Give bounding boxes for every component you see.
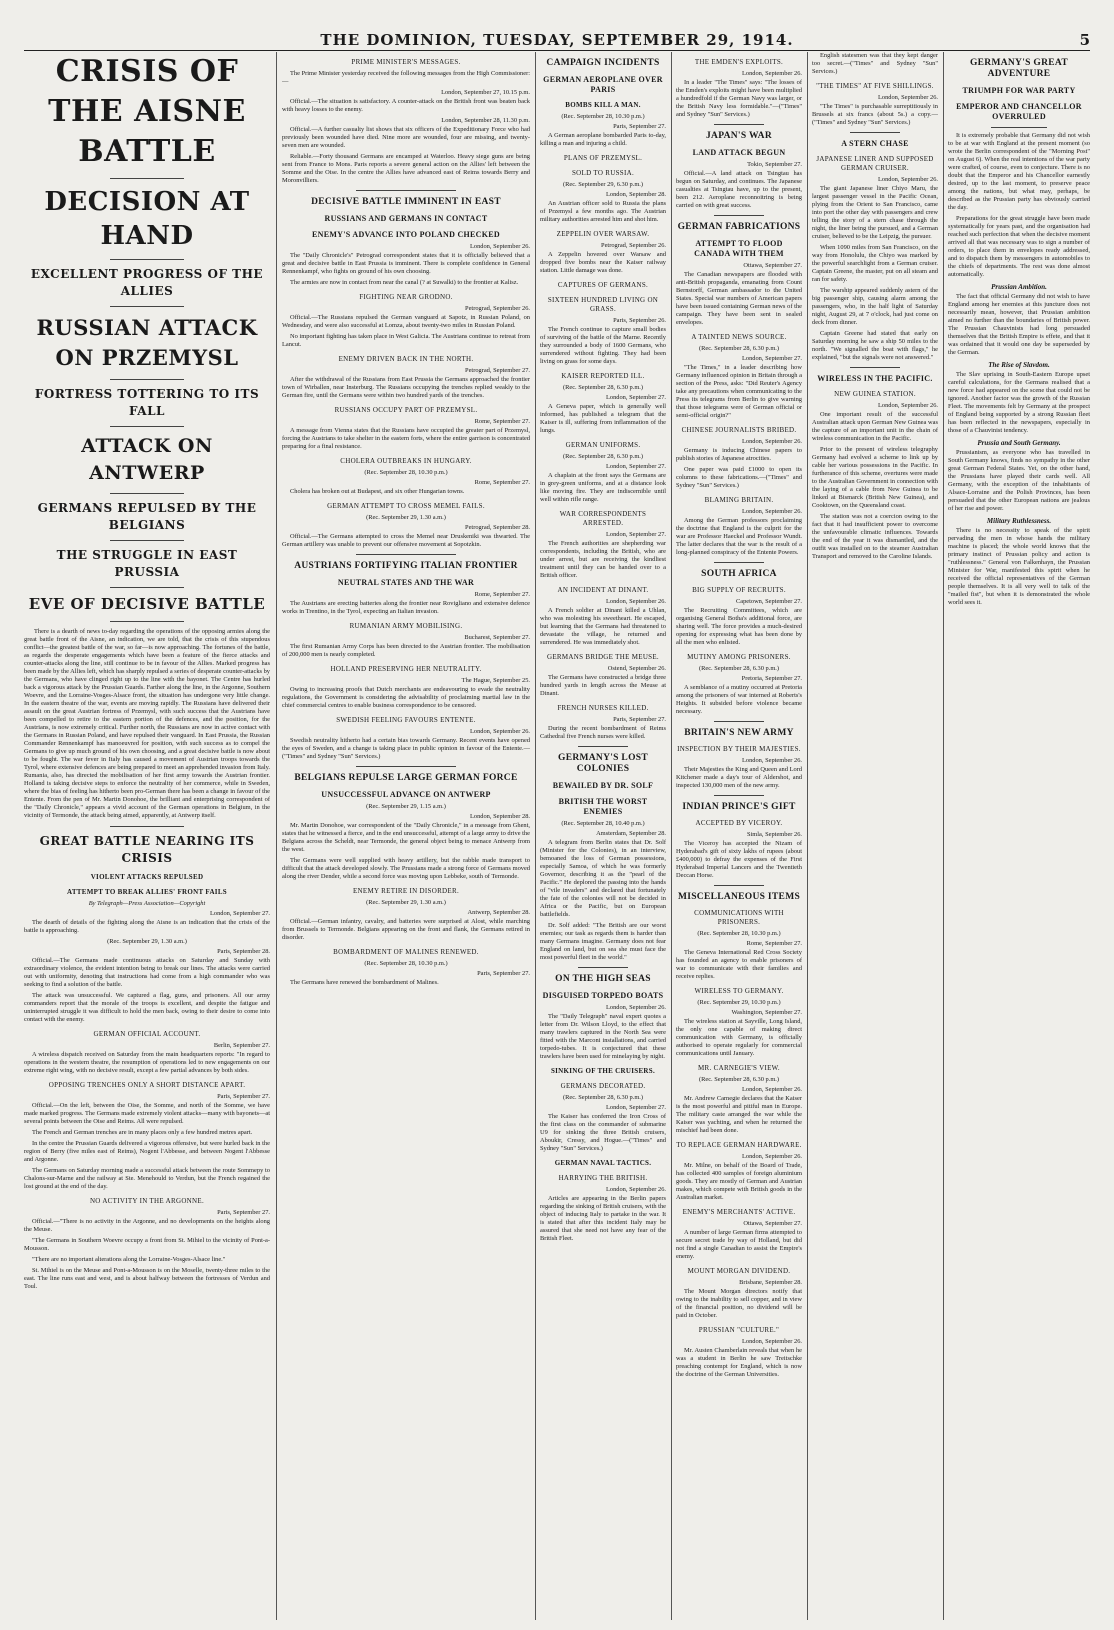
dateline: Paris, September 26. [613, 317, 666, 324]
section-heading: BOMBARDMENT OF MALINES RENEWED. [333, 948, 479, 956]
section-heading: ZEPPELIN OVER WARSAW. [556, 230, 650, 238]
paragraph: The Kaiser has conferred the Iron Cross of the first class on the commander of submarine U9 for sinking the three British cruisers, Aboukir, Cressy, and Hogue.—("Times" and Sydney "Sun" Services.) [540, 1113, 666, 1152]
dateline: London, September 27. [606, 463, 666, 470]
section-heading: ENEMY'S MERCHANTS' ACTIVE. [682, 1208, 796, 1216]
section-heading: FIGHTING NEAR GRODNO. [359, 293, 453, 301]
divider [110, 621, 184, 622]
divider [714, 721, 764, 722]
column-6 [948, 52, 1090, 1620]
paragraph: A semblance of a mutiny occurred at Pretoria among the prisoners of war interned at Roberts's Heights. It subsided before violence became necessary. [676, 684, 802, 715]
paragraph: A chaplain at the front says the Germans are in grey-green uniforms, and at a distance look like moving fire. They are indiscernible until well within rifle range. [540, 472, 666, 503]
section-heading: HARRYING THE BRITISH. [558, 1174, 648, 1182]
subheadline: DISGUISED TORPEDO BOATS [542, 991, 664, 1000]
masthead [24, 30, 1090, 51]
paragraph: Official.—The situation is satisfactory. A counter-attack on the British front was beaten back with heavy losses to the enemy. [282, 98, 530, 113]
section-heading: CAPTURES OF GERMANS. [557, 281, 649, 289]
headline: CAMPAIGN INCIDENTS [546, 58, 660, 68]
divider [578, 746, 628, 747]
divider [714, 562, 764, 563]
paragraph: Among the German professors proclaiming the doctrine that England is the culprit for the war are Professor Haeckel and Professor Wundt. The latter declares that the war is the result of a long-planned conspiracy of the Entente Powers. [676, 517, 802, 556]
paragraph: The station was not a coercion owing to the fact that it had insufficient power to overcome the unfavourable climatic influences. Towards the end of the year it was dismantled, and the outfit was installed on to the steamer Australian Transport and removed to the Caroline Islands. [812, 513, 938, 560]
section-heading: GERMAN UNIFORMS. [565, 441, 641, 449]
dateline: Petrograd, September 27. [465, 367, 530, 374]
paragraph: There is no necessity to speak of the spirit pervading the men in whose hands the military machine is placed; the whole world knows that the primary instinct of Prussian policy and action is "ruthlessness." General von Falkenhayn, the Prussian Minister for War, manifested this spirit when he received the official representatives of the German people themselves. It is all very well to talk of the "mailed fist", but when it is demonstrated the whole world sees it. [948, 527, 1090, 606]
paragraph: After the withdrawal of the Russians from East Prussia the Germans approached the frontier town of Wirballen, near Insterburg. The Russians occupying the trenches replied weakly to the German fire, until the Germans were within two hundred yards of the trenches. [282, 376, 530, 399]
paragraph: Official.—The Germans attempted to cross the Memel near Druskeniki was thwarted. The German artillery was unable to prevent our offensive movement at Sopotzkin. [282, 533, 530, 548]
paragraph: Prussianism, as everyone who has travelled in South Germany knows, finds no sympathy in the other great German Federal States. Yet, on the other hand, the Prussians have played their cards well. All Germany, with the exception of the inhabitants of Alsace-Lorraine and the Polish Provinces, has been persuaded that the other European nations are jealous of her rise and power. [948, 449, 1090, 512]
paragraph: The wireless station at Sayville, Long Island, the only one capable of making direct communication with Germany, is officially authorised to operate regularly for commercial communications until January. [676, 1018, 802, 1057]
paragraph: A wireless dispatch received on Saturday from the main headquarters reports: "In regard to operations in the western theatre, the resumption of operations led to new engagements on our extreme right wing, with no decisive result, except a few partial advances by both sides. [24, 1051, 270, 1074]
dateline: Pretoria, September 27. [741, 675, 802, 682]
paragraph: A telegram from Berlin states that Dr. Solf (Minister for the Colonies), in an interview, bemoaned the loss of German possessions, especially Samoa, of which he was formerly Governor, describing it as the "pearl of the Pacific." He deplored the passing into the hands of "vile invaders" and declared that fortunately the fate of the colonies will not be decided in Africa or the Pacific, but on European battlefields. [540, 839, 666, 918]
section-heading: HOLLAND PRESERVING HER NEUTRALITY. [330, 665, 482, 673]
subheadline: ENEMY'S ADVANCE INTO POLAND CHECKED [311, 230, 500, 239]
section-heading: NO ACTIVITY IN THE ARGONNE. [89, 1197, 205, 1205]
paragraph: English statesmen was that they kept danger too secret.—("Times" and Sydney "Sun" Services.) [812, 52, 938, 75]
divider [110, 826, 184, 827]
dateline: Petrograd, September 26. [601, 242, 666, 249]
headline: JAPAN'S WAR [705, 131, 773, 141]
paragraph: Mr. Milne, on behalf of the Board of Trade, has collected 400 samples of foreign aluminium goods. They are mostly of German and Austrian makes, which compete with British goods in the Australian market. [676, 1162, 802, 1201]
paragraph: Official.—The Russians repulsed the German vanguard at Sapotz, in Russian Poland, on Wednesday, and were also successful at Lomza, about twenty-two miles in Russian Poland. [282, 314, 530, 329]
paragraph: The Viceroy has accepted the Nizam of Hyderabad's gift of sixty lakhs of rupees (about £400,000) to defray the expenses of the First Hyderabad Imperial Lancers and the Twentieth Deccan Horse. [676, 840, 802, 879]
section-heading: "THE TIMES" AT FIVE SHILLINGS. [816, 82, 934, 90]
paragraph: The Recruiting Committees, which are organising General Botha's additional force, are sharing well. The force provides a much-desired opening for expressing what has been done by all the men who enlisted. [676, 607, 802, 646]
dateline: Ottawa, September 27. [743, 1220, 802, 1227]
headline-progress: EXCELLENT PROGRESS OF THE ALLIES [30, 267, 264, 298]
subheadline: NEW GUINEA STATION. [834, 390, 916, 398]
dateline: London, September 26. [606, 1004, 666, 1011]
paragraph: In a leader "The Times" says: "The losses of the Emden's exploits might have been multiplied a hundredfold if the German Navy was larger, or the British Navy less formidable."—("Times" and Sydney "Sun" Services.) [676, 79, 802, 118]
paragraph: Official.—The Germans made continuous attacks on Saturday and Sunday with extraordinary violence, the evident intention being to break our lines. The attacks were carried out with uniformity, denoting that instructions had come from a high commander who was seeking to find a solution of the battle. [24, 957, 270, 988]
divider [110, 587, 184, 588]
dateline: Rome, September 27. [474, 418, 530, 425]
dateline: Rome, September 27. [474, 591, 530, 598]
subheadline: RUSSIANS AND GERMANS IN CONTACT [324, 214, 488, 223]
divider [714, 795, 764, 796]
headline-belgians: GERMANS REPULSED BY THE BELGIANS [37, 501, 257, 532]
paragraph: St. Mihiel is on the Meuse and Pont-a-Mousson is on the Moselle, twenty-three miles to the east. The line runs east and west, and is about halfway between the fortresses of Verdun and Toul. [24, 1267, 270, 1290]
section-heading: SINKING OF THE CRUISERS. [550, 1067, 656, 1075]
section-heading: SIXTEEN HUNDRED LIVING ON GRASS. [547, 296, 659, 313]
received-line: (Rec. September 28, 10.30 p.m.) [561, 113, 645, 120]
dateline: London, September 28. [606, 191, 666, 198]
section-heading: RUMANIAN ARMY MOBILISING. [349, 622, 463, 630]
dateline: London, September 26. [742, 1086, 802, 1093]
dateline: Tokio, September 27. [747, 161, 802, 168]
subhead: Prussia and South Germany. [977, 439, 1061, 447]
section-heading: MR. CARNEGIE'S VIEW. [698, 1064, 780, 1072]
headline-crisis: CRISIS OF THE AISNE BATTLE [48, 54, 246, 169]
headline-przemysl: RUSSIAN ATTACK ON PRZEMYSL [36, 315, 258, 370]
dateline: London, September 26. [606, 598, 666, 605]
subheadline: JAPANESE LINER AND SUPPOSED GERMAN CRUISER. [816, 155, 934, 172]
subheadline: NEUTRAL STATES AND THE WAR [337, 578, 475, 587]
section-heading: COMMUNICATIONS WITH PRISONERS. [694, 909, 784, 926]
divider [110, 426, 184, 427]
headline: GERMANY'S GREAT ADVENTURE [969, 58, 1068, 79]
subhead: Prussian Ambition. [991, 283, 1047, 291]
dateline: London, September 26. [742, 757, 802, 764]
dateline: Amsterdam, September 28. [596, 830, 666, 837]
paragraph: The attack was unsuccessful. We captured a flag, guns, and prisoners. All our army commanders report that the morale of the troops is excellent, and despite the fatigue and uninterrupted struggle it was difficult to hold the men back, owing to their desire to come into contact with the enemy. [24, 992, 270, 1023]
paragraph: "The Times," in a leader describing how Germany influenced opinion in Britain through a section of the Press, asks: "Did Reuter's Agency take any precautions when communicating to the Press its telegrams from Berlin to give warning that those telegrams were of German official or semi-official origin?" [676, 364, 802, 419]
dateline: London, September 26. [742, 1153, 802, 1160]
headline: MISCELLANEOUS ITEMS [677, 892, 801, 902]
paragraph: The fact that official Germany did not wish to have England among her enemies at this juncture does not necessarily mean, however, that Prussian ambition aimed no further than the boundaries of British power. The Prussian Chauvinists had long persuaded themselves that the British Empire is effete, and that it was ordained that it would one day be superseded by the German. [948, 293, 1090, 356]
paragraph: The Austrians are erecting batteries along the frontier near Rovigliano and extensive defence works in Trentino, in the Tyrol, expecting an Italian invasion. [282, 600, 530, 615]
section-heading: ENEMY RETIRE IN DISORDER. [352, 887, 459, 895]
headline: ON THE HIGH SEAS [555, 974, 651, 984]
headline: GERMAN FABRICATIONS [677, 222, 801, 232]
dateline: Paris, September 27. [613, 716, 666, 723]
paragraph: One paper was paid £1000 to open its columns to these fabrications.—("Times" and Sydney "Sun" Services.) [676, 466, 802, 489]
paragraph: "The Times" is purchasable surreptitiously in Brussels at six francs (about 5s.) a copy.—("Times" and Sydney "Sun" Services.) [812, 103, 938, 126]
divider [110, 493, 184, 494]
paragraph: The French continue to capture small bodies of surviving of the battle of the Marne. Recently they surrounded a body of 1600 Germans, who surrendered without fighting. They had been living on grass for some days. [540, 326, 666, 365]
headline: DECISIVE BATTLE IMMINENT IN EAST [311, 197, 501, 207]
dateline: Paris, September 28. [217, 948, 270, 955]
column-rule [535, 52, 536, 1620]
headline: BELGIANS REPULSE LARGE GERMAN FORCE [294, 773, 518, 783]
section-heading: THE EMDEN'S EXPLOITS. [694, 58, 784, 66]
paragraph: Germany is inducing Chinese papers to publish stories of Japanese atrocities. [676, 447, 802, 462]
column-rule [671, 52, 672, 1620]
headline: GERMANY'S LOST COLONIES [558, 753, 648, 774]
paragraph: The French and German trenches are in many places only a few hundred metres apart. [32, 1129, 253, 1136]
divider [714, 885, 764, 886]
dateline: London, September 27, 10.15 p.m. [441, 89, 530, 96]
section-heading: WAR CORRESPONDENTS ARRESTED. [559, 510, 647, 527]
section-heading: WIRELESS TO GERMANY. [694, 987, 784, 995]
section-heading: FRENCH NURSES KILLED. [557, 704, 649, 712]
column-rule [943, 52, 944, 1620]
headline: SOUTH AFRICA [701, 569, 777, 579]
paragraph: The Mount Morgan directors notify that owing to the inability to sell copper, and in view of the financial position, no dividend will be paid in October. [676, 1288, 802, 1319]
column-5 [812, 52, 938, 1620]
divider [110, 540, 184, 541]
dateline: Paris, September 27. [477, 970, 530, 977]
column-4 [676, 52, 802, 1620]
paragraph: A message from Vienna states that the Russians have occupied the greater part of Przemysl, forcing the Austrians to take shelter in the eastern forts, where the entire garrison is concentrated preparing for a final resistance. [282, 427, 530, 450]
paragraph: Captain Greene had stated that early on Saturday morning he saw a ship 50 miles to the north. "We signalled the boat with flags," he explained, "but the signals were not answered." [812, 330, 938, 361]
dateline: London, September 26. [878, 402, 938, 409]
section-heading: A TAINTED NEWS SOURCE. [691, 333, 787, 341]
paragraph: "The Germans in Southern Woevre occupy a front from St. Mihiel to the vicinity of Pont-a-Mousson. [24, 1237, 270, 1252]
paragraph: The "Daily Telegraph" naval expert quotes a letter from Dr. Wilson Lloyd, to the effect that many trawlers captured in the North Sea were fitted with the Marconi installations, and carried torpedo-tubes. It is conjectured that these trawlers have been used for minelaying by night. [540, 1013, 666, 1060]
headline-eve: EVE OF DECISIVE BATTLE [28, 595, 266, 613]
section-heading: PLANS OF PRZEMYSL. [563, 154, 643, 162]
section-heading: CHOLERA OUTBREAKS IN HUNGARY. [340, 457, 472, 465]
paragraph: The giant Japanese liner Chiyo Maru, the largest passenger vessel in the Pacific Ocean, plying from the Orient to San Francisco, came into port the other day with passengers and crew telling the story of a stern chase through the night, the liner being the pursued, and a German cruiser, believed to be the Leipzig, the pursuer. [812, 185, 938, 240]
paragraph: Owing to increasing proofs that Dutch merchants are endeavouring to evade the neutrality regulations, the Government is considering the advisability of proclaiming martial law in the chief commercial centres to enable business correspondence to be censored. [282, 686, 530, 709]
dateline: London, September 26. [878, 94, 938, 101]
paragraph: The Canadian newspapers are flooded with anti-British propaganda, emanating from Count Bernstorff, German ambassador to the United States. Special war numbers of American papers have been issued containing German news of the campaign. They have been sent in sealed envelopes. [676, 271, 802, 326]
paragraph: Dr. Solf added: "The British are our worst enemies; our task as regards them is harder than many Germans imagine. Germany does not fear England on land, but on sea she must face the most powerful fleet in the world." [540, 922, 666, 961]
divider [714, 124, 764, 125]
paragraph: Official.—A further casualty list shows that six officers of the Expeditionary Force who had previously been wounded have died. Nine more are wounded, four are missing, and twenty-seven men are wounded. [282, 126, 530, 149]
paragraph: Cholera has broken out at Budapest, and six other Hungarian towns. [290, 488, 465, 495]
headline-fortress: FORTRESS TOTTERING TO ITS FALL [34, 387, 260, 418]
paragraph: The Germans have renewed the bombardment of Malines. [290, 979, 439, 986]
paragraph: Mr. Andrew Carnegie declares that the Kaiser is the most powerful and pitiful man in Europe. The military caste arranged the war while the Kaiser was yachting, and when he returned the mischief had been done. [676, 1095, 802, 1134]
section-heading: GERMANS DECORATED. [560, 1082, 646, 1090]
dateline: Capetown, September 27. [735, 598, 802, 605]
section-heading: RUSSIANS OCCUPY PART OF PRZEMYSL. [334, 406, 478, 414]
section-heading: GERMAN OFFICIAL ACCOUNT. [93, 1030, 201, 1038]
paragraph: Mr. Austen Chamberlain reveals that when he was a student in Berlin he saw Treitschke preaching contempt for England, which is now the doctrine of the German Universities. [676, 1347, 802, 1378]
received-line: (Rec. September 28, 6.30 p.m.) [698, 665, 780, 672]
received-line: (Rec. September 28, 6.30 p.m.) [698, 1076, 780, 1083]
paragraph: Preparations for the great struggle have been made systematically for years past, and the organisation had reached such perfection that when the decisive moment arrived all that was necessary was to sign a number of orders, to place them in envelopes ready addressed, and to dispatch them by messengers in automobiles to the chiefs of departments. The rest was done almost automatically. [948, 215, 1090, 278]
paragraph: It is extremely probable that Germany did not wish to be at war with England at the present moment (so wrote the Berlin correspondent of the "Morning Post" on August 6). When the real intentions of the war party were crafted, of course, even to conjecture. There is no doubt that the Emperor and his Chancellor earnestly desired, up to the last moment, to preserve peace among the nations, but what may, perhaps, be described as the Prussian party has obviously carried the day. [948, 132, 1090, 211]
received-line: (Rec. September 28, 10.30 p.m.) [364, 960, 448, 967]
section-heading: GERMAN NAVAL TACTICS. [554, 1159, 652, 1167]
paragraph: The French authorities are shepherding war correspondents, including the British, who are under arrest, but are receiving the kindliest treatment until they can be handed over to a British officer. [540, 540, 666, 579]
dateline: Petrograd, September 28. [465, 524, 530, 531]
paragraph: The Germans have constructed a bridge three hundred yards in length across the Meuse at Dinant. [540, 674, 666, 697]
divider [714, 215, 764, 216]
section-heading: AN INCIDENT AT DINANT. [557, 586, 649, 594]
paragraph: One important result of the successful Australian attack upon German New Guinea was the capture of an important unit in the chain of wireless communication in the Pacific. [812, 411, 938, 442]
headline: BRITAIN'S NEW ARMY [684, 728, 794, 738]
dateline: London, September 27. [742, 355, 802, 362]
dateline: Paris, September 27. [217, 1093, 270, 1100]
section-heading: TO REPLACE GERMAN HARDWARE. [676, 1141, 802, 1149]
paragraph: The dearth of details of the fighting along the Aisne is an indication that the crisis of the battle is approaching. [24, 919, 270, 934]
paragraph: A German aeroplane bombarded Paris to-day, killing a man and injuring a child. [540, 132, 666, 147]
subheadline: BEWAILED BY DR. SOLF [552, 781, 654, 790]
column-1 [24, 52, 270, 1620]
masthead-title: THE DOMINION, TUESDAY, SEPTEMBER 29, 1914. [320, 31, 794, 49]
divider [356, 766, 455, 767]
paragraph: A Zeppelin hovered over Warsaw and dropped five bombs near the Kaiser railway station. Little damage was done. [540, 251, 666, 274]
section-heading: CHINESE JOURNALISTS BRIBED. [681, 426, 797, 434]
dateline: Rome, September 27. [474, 479, 530, 486]
section-heading: KAISER REPORTED ILL. [561, 372, 645, 380]
subheadline: GERMAN AEROPLANE OVER PARIS [543, 75, 663, 94]
received-line: (Rec. September 29, 1.30 a.m.) [366, 899, 446, 906]
subheadline: TRIUMPH FOR WAR PARTY [962, 86, 1076, 95]
received-line: (Rec. September 28, 6.30 p.m.) [698, 345, 780, 352]
page-number: 5 [1079, 31, 1090, 49]
section-heading: BIG SUPPLY OF RECRUITS. [692, 586, 786, 594]
received-line: (Rec. September 28, 6.30 p.m.) [562, 453, 644, 460]
section-heading: INSPECTION BY THEIR MAJESTIES. [677, 745, 801, 753]
dateline: Brisbane, September 28. [739, 1279, 802, 1286]
divider [110, 306, 184, 307]
divider [110, 259, 184, 260]
dateline: London, September 27. [606, 394, 666, 401]
subheadline: LAND ATTACK BEGUN [692, 148, 786, 157]
section-heading: BLAMING BRITAIN. [704, 496, 774, 504]
dateline: London, September 28. [470, 813, 530, 820]
subheadline: ATTEMPT TO FLOOD CANADA WITH THEM [694, 239, 784, 258]
paragraph: Official.—A land attack on Tsingtau has begun on Saturday, and continues. The Japanese casualties at Tsingtau have, up to the present, been 212. Aeroplane reconnoitring is being carried on with great success. [676, 170, 802, 209]
dateline: Rome, September 27. [746, 940, 802, 947]
paragraph: No important fighting has taken place in West Galicia. The Austrians continue to retreat from Lancut. [282, 333, 530, 348]
subheadline: ATTEMPT TO BREAK ALLIES' FRONT FAILS [67, 888, 227, 896]
dateline: London, September 26. [742, 1338, 802, 1345]
paragraph: The armies are now in contact from near the canal (? at Suwalki) to the frontier at Kalisz. [290, 279, 519, 286]
paragraph: The Geneva International Red Cross Society has founded an agency to enable prisoners of war to communicate with their families and receive replies. [676, 949, 802, 980]
paragraph: Mr. Martin Donohoe, war correspondent of the "Daily Chronicle," in a message from Ghent, states that he witnessed a fierce, and in the end unsuccessful, attempt of a large army to drive the Belgians across the Scheldt, near Termonde, the general object being to menace Antwerp from the west. [282, 822, 530, 853]
paragraph: The Germans were well supplied with heavy artillery, but the rabble made transport to difficult that the attack developed slowly. The Prussians made a strong force of Germans moved along the river Dender, while a second force was moving upon Lebbeke, south of Termonde. [282, 857, 530, 880]
paragraph: In the centre the Prussian Guards delivered a vigorous offensive, but were hurled back in the region of Berry (five miles east of Reims), Nogent l'Abbesse, and between Nogent l'Abbesse and Argonne. [24, 1140, 270, 1163]
dateline: Petrograd, September 26. [465, 305, 530, 312]
dateline: Berlin, September 27. [213, 1042, 270, 1049]
paragraph: A Geneva paper, which is generally well informed, has published a telegram that the Kaiser is ill, suffering from inflammation of the lungs. [540, 403, 666, 434]
headline: INDIAN PRINCE'S GIFT [682, 802, 796, 812]
byline: By Telegraph—Press Association—Copyright [88, 900, 206, 907]
received-line: (Rec. September 29, 1.30 a.m.) [366, 514, 446, 521]
section-heading: MOUNT MORGAN DIVIDEND. [687, 1267, 791, 1275]
received-line: (Rec. September 29, 6.30 p.m.) [562, 181, 644, 188]
received-line: (Rec. September 28, 6.30 p.m.) [562, 384, 644, 391]
divider [110, 178, 184, 179]
paragraph: Official.—"There is no activity in the Argonne, and no developments on the heights along the Meuse. [24, 1218, 270, 1233]
headline-decision: DECISION AT HAND [44, 187, 250, 251]
headline: AUSTRIANS FORTIFYING ITALIAN FRONTIER [294, 561, 518, 571]
dateline: London, September 27. [606, 1104, 666, 1111]
dateline: Bucharest, September 27. [464, 634, 530, 641]
divider [356, 554, 455, 555]
subhead: The Rise of Slavdom. [988, 361, 1050, 369]
headline-great-battle: GREAT BATTLE NEARING ITS CRISIS [39, 834, 255, 865]
column-rule [807, 52, 808, 1620]
dateline: London, September 28, 11.30 p.m. [441, 117, 530, 124]
paragraph: "There are no important alterations along the Lorraine-Vosges-Alsace line." [32, 1256, 226, 1263]
dateline: Ostend, September 26. [607, 665, 666, 672]
section-heading: PRUSSIAN "CULTURE." [698, 1326, 780, 1334]
received-line: (Rec. September 28, 6.30 p.m.) [562, 1094, 644, 1101]
section-heading: GERMANS BRIDGE THE MEUSE. [547, 653, 659, 661]
headline-east-prussia: THE STRUGGLE IN EAST PRUSSIA [56, 548, 238, 579]
paragraph: A French soldier at Dinant killed a Uhlan, who was molesting his sweetheart. He escaped, but learning that the Germans had threatened to devastate the village, he returned and surrendered. He was immediately shot. [540, 607, 666, 646]
column-2 [282, 52, 530, 1620]
subheadline: VIOLENT ATTACKS REPULSED [90, 873, 204, 881]
dateline: London, September 26. [606, 1186, 666, 1193]
divider [110, 379, 184, 380]
subheadline: BOMBS KILL A MAN. [565, 101, 641, 109]
dateline: The Hague, September 25. [461, 677, 530, 684]
headline-antwerp: ATTACK ON ANTWERP [81, 435, 213, 484]
section-heading: ENEMY DRIVEN BACK IN THE NORTH. [338, 355, 474, 363]
headline: A STERN CHASE [841, 139, 909, 148]
dateline: London, September 26. [742, 508, 802, 515]
paragraph: The warship appeared suddenly astern of the big passenger ship, causing alarm among the passengers, who, in the half light of Saturday night, August 29, at 7 o'clock, had just come on deck from dinner. [812, 287, 938, 326]
divider [991, 127, 1048, 128]
received-line: (Rec. September 29, 1.30 a.m.) [107, 938, 187, 945]
lead-summary [24, 628, 270, 820]
paragraph: The "Daily Chronicle's" Petrograd correspondent states that it is officially believed that a great and decisive battle in East Prussia is imminent. There is complete confidence in General Rennenkampf, who fights on ground of his own choosing. [282, 252, 530, 275]
paragraph: There is a dearth of news to-day regarding the operations of the opposing armies along the great battle front of the Aisne, an indication, we are told, that the crisis of this stupendous conflict—the greatest battle of the war, so far—is now approaching. The fortunes of the battle, as regards the desperate engagements which have been a feature of the fierce attacks and counter-attacks along the line, still continue to be in favour of the Allies. Marked progress has been made by the Allies left, which has sharply repulsed a series of desperate counter-attacks by the Germans, who have clinged right up to the line with the bayonet. The Centre has hurled back a vigorous attack by the Prussian Guards. Farther along the line, in the Argonne, Southern Woevre, and the Lorraine-Vosges-Alsace front, the situation has undergone very little change. In the eastern theatre of the war, events are moving rapidly. The Russians have delivered their assault on the great Austrian fortress of Przemysl, with such success that the Austrians have been compelled to retire to the eastern portion of the defences, and the position, for the Austrians, is now extremely critical. Further north, the Russians are now in active contact with the Germans in Russian Poland, and have repulsed their vanguard. In East Prussia, the Russian Commander Rennenkampf has manoeuvred for position, with such success as to compel the Germans to give up much ground of his own choosing, and a great decisive battle is now about to be fought. The war fever in Italy has caused a movement of Austrian troops towards the Tyrol, where extensive defences are being prepared to meet an apprehended invasion from Italy. Rumania, also, has directed the mobilisation of her first army towards the Austrian frontier. Holland is taking decisive steps to enforce the neutrality of her commerce, while in Sweden, where the bias of feeling has hitherto been pro-German there has been a change in favour of the Entente. From the pen of Mr. Martin Donohoe, the brilliant and enterprising correspondent of the "Daily Chronicle," appears a vivid account of the German operations in Belgium, in the vicinity of Termonde, the attack being aimed, apparently, at Antwerp itself. [24, 628, 270, 819]
subheadline: BRITISH THE WORST ENEMIES [558, 797, 648, 816]
divider [850, 367, 900, 368]
dateline: Paris, September 27. [613, 123, 666, 130]
paragraph: Official.—German infantry, cavalry, and batteries were surprised at Alost, while marching from Brussels to Termonde. Belgians appearing on the front and flank, the Germans retired in disorder. [282, 918, 530, 941]
section-heading: MUTINY AMONG PRISONERS. [687, 653, 791, 661]
headline: WIRELESS IN THE PACIFIC. [817, 374, 933, 383]
received-line: (Rec. September 28, 10.30 p.m.) [697, 930, 781, 937]
section-heading: ACCEPTED BY VICEROY. [695, 819, 783, 827]
paragraph: When 1090 miles from San Francisco, on the way from Honolulu, the Chiyo was marked by the powerful searchlight from a German cruiser. Captain Greene, the master, put on all steam and ran for safety. [812, 244, 938, 283]
paragraph: Articles are appearing in the Berlin papers regarding the sinking of British cruisers, with the object of inducing Italy to partake in the war. It is stated that after this incident Italy may be assured that she need not have any fear of the British Fleet. [540, 1195, 666, 1242]
dateline: London, September 26. [742, 70, 802, 77]
paragraph: Reliable.—Forty thousand Germans are encamped at Waterloo. Heavy siege guns are being sent from France to Mons. Paris reports a severe general action on the Allies' left between the Somme and the Oise. In the centre the Allies have advanced east of Reims towards Berry and Moronvilliers. [282, 153, 530, 184]
paragraph: The Prime Minister yesterday received the following messages from the High Commissioner:— [282, 70, 530, 85]
dateline: London, September 27. [606, 531, 666, 538]
subhead: Military Ruthlessness. [986, 517, 1052, 525]
section-heading: SWEDISH FEELING FAVOURS ENTENTE. [336, 716, 476, 724]
dateline: London, September 26. [470, 728, 530, 735]
dateline: Ottawa, September 27. [743, 262, 802, 269]
paragraph: The Germans on Saturday morning made a successful attack between the route Sommepy to Chalons-sur-Marne and the railway at Ste. Menehould to Verdun, but the French regained the lost ground at the end of the day. [24, 1167, 270, 1190]
column-3 [540, 52, 666, 1620]
paragraph: Their Majesties the King and Queen and Lord Kitchener made a day's tour of Aldershot, and inspected 130,000 men of the new army. [676, 766, 802, 789]
paragraph: Swedish neutrality hitherto had a certain bias towards Germany. Recent events have opened the eyes of Sweden, and a change is taking place in public opinion in favour of the Entente.—("Times" and Sydney "Sun" Services.) [282, 737, 530, 760]
dateline: Washington, September 27. [731, 1009, 802, 1016]
paragraph: An Austrian officer sold to Russia the plans of Przemysl a few months ago. The Austrian military authorities arrested him and shot him. [540, 200, 666, 223]
paragraph: Official.—On the left, between the Oise, the Somme, and north of the Somme, we have made marked progress. The Germans made extremely violent attacks—many with bayonets—at several points between the Oise and Reims. All were repulsed. [24, 1102, 270, 1125]
paragraph: The Slav uprising in South-Eastern Europe upset careful calculations, for the Germans realised that a new force had appeared on the scene that could not be ignored. Another factor was the growth of the Russian Fleet. The movements felt by Germany at the prospect of England being supported by a strong Russian fleet has been reflected in the newspapers, especially in those of a Chauvinist tendency. [948, 371, 1090, 434]
paragraph: During the recent bombardment of Reims Cathedral five French nurses were killed. [540, 725, 666, 740]
section-heading: SOLD TO RUSSIA. [571, 169, 634, 177]
section-heading: PRIME MINISTER'S MESSAGES. [351, 58, 461, 66]
dateline: London, September 26. [470, 243, 530, 250]
dateline: London, September 27. [210, 910, 270, 917]
paragraph: The first Rumanian Army Corps has been directed to the Austrian frontier. The mobilisation of 200,000 men is nearly completed. [282, 643, 530, 658]
subheadline: EMPEROR AND CHANCELLOR OVERRULED [956, 102, 1082, 121]
subheadline: UNSUCCESSFUL ADVANCE ON ANTWERP [321, 790, 491, 799]
column-rule [276, 52, 277, 1620]
divider [850, 132, 900, 133]
dateline: London, September 26. [878, 176, 938, 183]
received-line: (Rec. September 28, 10.30 p.m.) [364, 469, 448, 476]
paragraph: A number of large German firms attempted to secure secret trade by way of Holland, but did not find a single Canadian to assist the Empire's enemy. [676, 1229, 802, 1260]
section-heading: OPPOSING TRENCHES ONLY A SHORT DISTANCE APART. [48, 1081, 246, 1089]
received-line: (Rec. September 28, 10.40 p.m.) [561, 820, 645, 827]
dateline: Simla, September 26. [746, 831, 802, 838]
divider [356, 190, 455, 191]
dateline: London, September 26. [742, 438, 802, 445]
paragraph: Prior to the present of wireless telegraphy Germany had evolved a scheme to link up by cable her various possessions in the Pacific. In furtherance of this scheme, overtures were made to the Australian Government in connection with the laying of a cable from New Guinea to be linked at Bismarck (British New Guinea), and Cooktown, on the Queensland coast. [812, 446, 938, 509]
dateline: Paris, September 27. [217, 1209, 270, 1216]
received-line: (Rec. September 29, 10.30 p.m.) [697, 999, 781, 1006]
received-line: (Rec. September 29, 1.15 a.m.) [366, 803, 446, 810]
dateline: Antwerp, September 28. [467, 909, 530, 916]
section-heading: GERMAN ATTEMPT TO CROSS MEMEL FAILS. [327, 502, 485, 510]
divider [578, 967, 628, 968]
